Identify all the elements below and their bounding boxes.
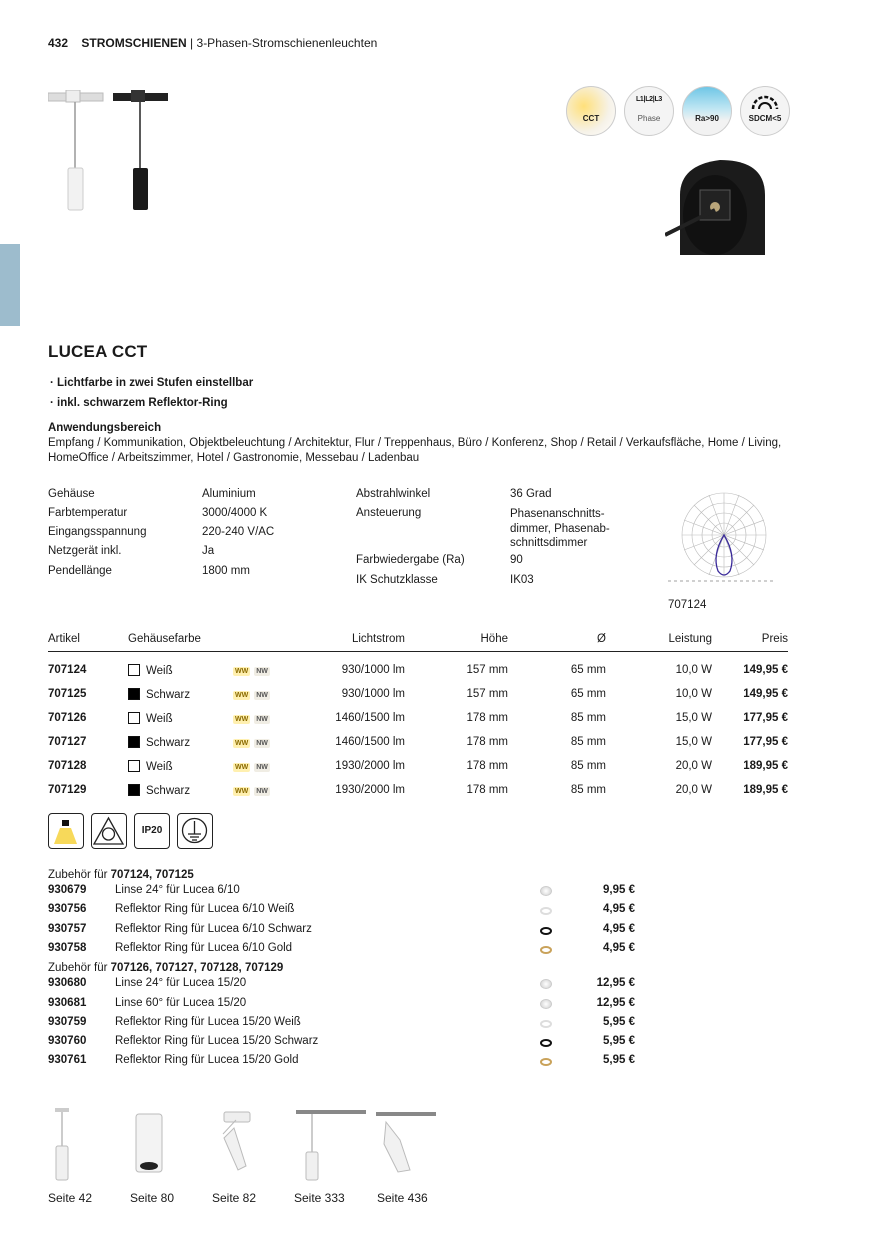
- diameter: 85 mm: [570, 760, 606, 772]
- col-lichtstrom: Lichtstrom: [303, 633, 405, 652]
- article-number: 707127: [48, 736, 87, 748]
- height: 178 mm: [466, 712, 508, 724]
- price: 189,95 €: [743, 784, 788, 796]
- luminous-flux: 1460/1500 lm: [335, 736, 405, 748]
- product-title: LUCEA CCT: [48, 342, 148, 361]
- color-swatch: [128, 664, 140, 676]
- housing-color: [128, 778, 233, 802]
- spec-label: IK Schutzklasse: [356, 574, 438, 586]
- luminous-flux: 930/1000 lm: [341, 688, 405, 700]
- ra-icon: [682, 86, 732, 136]
- related-product-images: [48, 1108, 448, 1188]
- spec-value: IK03: [510, 574, 534, 586]
- polar-light-distribution: [668, 485, 788, 595]
- accessory-lens-icon: [540, 979, 552, 989]
- accessory-name: Reflektor Ring für Lucea 15/20 Gold: [115, 1054, 299, 1067]
- phase-l3: L3: [654, 96, 663, 103]
- ww-tag: WW: [235, 788, 249, 795]
- accessory-price: 12,95 €: [596, 996, 635, 1009]
- price: 177,95 €: [743, 736, 788, 748]
- table-row: [48, 730, 788, 754]
- col-gehaeusefarbe: Gehäusefarbe: [128, 633, 233, 652]
- protection-class-icon: [177, 813, 213, 849]
- price: 177,95 €: [743, 712, 788, 724]
- rotatable-icon: [91, 813, 127, 849]
- cct-icon: [566, 86, 616, 136]
- spec-value: 36 Grad: [510, 488, 552, 500]
- accessory-price: 9,95 €: [603, 884, 635, 896]
- related-page-link[interactable]: Seite 42: [48, 1191, 93, 1205]
- price: 149,95 €: [743, 664, 788, 676]
- accessory-name: Linse 24° für Lucea 15/20: [115, 977, 247, 990]
- accessory-group-for: 707126, 707127, 707128, 707129: [110, 962, 284, 975]
- cct-tags: [233, 706, 303, 730]
- accessory-lens-icon: [540, 886, 552, 896]
- power: 15,0 W: [675, 712, 712, 724]
- accessory-ring-gold-icon: [540, 1058, 552, 1066]
- price: 149,95 €: [743, 688, 788, 700]
- phase-l2: L2: [645, 96, 653, 103]
- diameter: 85 mm: [570, 784, 606, 796]
- color-swatch: [128, 688, 140, 700]
- height: 178 mm: [466, 760, 508, 772]
- table-header: [48, 633, 788, 652]
- cct-tags: [233, 730, 303, 754]
- accessory-name: Reflektor Ring für Lucea 6/10 Weiß: [115, 903, 295, 916]
- spec-value: 3000/4000 K: [202, 507, 268, 519]
- cct-icon-label: CCT: [582, 114, 600, 123]
- diameter: 85 mm: [570, 712, 606, 724]
- power: 10,0 W: [675, 688, 712, 700]
- table-row: [48, 706, 788, 730]
- related-page-link[interactable]: Seite 80: [130, 1191, 175, 1205]
- subsection-title: 3-Phasen-Stromschienenleuchten: [196, 36, 378, 50]
- accessory-ring-white-icon: [540, 907, 552, 915]
- nw-tag: NW: [256, 764, 268, 771]
- light-output-icon: [48, 813, 84, 849]
- sdcm-icon-label: SDCM<5: [748, 114, 782, 123]
- col-leistung: Leistung: [606, 633, 712, 652]
- accessory-number: 930681: [48, 996, 87, 1009]
- accessory-group-for: 707124, 707125: [110, 869, 194, 881]
- power: 10,0 W: [675, 664, 712, 676]
- related-page-link[interactable]: Seite 333: [294, 1191, 345, 1205]
- color-label: Schwarz: [146, 736, 191, 749]
- col-preis: Preis: [712, 633, 788, 652]
- color-label: Schwarz: [146, 688, 191, 701]
- accessory-number: 930679: [48, 884, 87, 896]
- housing-color: [128, 652, 233, 683]
- related-page-link[interactable]: Seite 436: [377, 1191, 428, 1205]
- accessory-number: 930761: [48, 1054, 87, 1067]
- accessory-ring-black-icon: [540, 927, 552, 935]
- accessory-number: 930758: [48, 941, 87, 954]
- nw-tag: NW: [256, 740, 268, 747]
- spec-value: Aluminium: [202, 488, 256, 500]
- ww-tag: WW: [235, 764, 249, 771]
- col-durchmesser: Ø: [508, 633, 606, 652]
- diameter: 85 mm: [570, 736, 606, 748]
- accessory-price: 4,95 €: [603, 903, 635, 916]
- article-number: 707125: [48, 688, 87, 700]
- accessory-ring-black-icon: [540, 1039, 552, 1047]
- accessory-price: 5,95 €: [603, 1015, 635, 1028]
- accessory-group-heading: [48, 962, 283, 974]
- article-number: 707126: [48, 712, 87, 724]
- accessory-group-prefix: Zubehör für: [48, 962, 111, 975]
- accessory-number: 930680: [48, 977, 87, 990]
- accessory-name: Reflektor Ring für Lucea 15/20 Weiß: [115, 1015, 301, 1028]
- power: 20,0 W: [675, 760, 712, 772]
- color-label: Weiß: [146, 712, 173, 725]
- spec-label: Farbtemperatur: [48, 507, 128, 519]
- table-row: [48, 754, 788, 778]
- detail-photo: [665, 155, 775, 255]
- ww-tag: WW: [235, 692, 249, 699]
- spec-label: Abstrahlwinkel: [356, 488, 431, 500]
- phase-icon-wires: L1|L2|L3: [635, 96, 663, 103]
- chapter-side-tab: [0, 244, 20, 326]
- nw-tag: NW: [256, 692, 268, 699]
- section-title: STROMSCHIENEN: [81, 36, 187, 50]
- application-heading: Anwendungsbereich: [48, 422, 162, 434]
- bullet-item: · Lichtfarbe in zwei Stufen einstellbar: [50, 377, 254, 389]
- cct-tags: [233, 754, 303, 778]
- ip20-icon: IP20: [134, 813, 170, 849]
- accessory-number: 930756: [48, 903, 87, 916]
- luminous-flux: 1930/2000 lm: [335, 784, 405, 796]
- housing-color: [128, 754, 233, 778]
- accessory-price: 12,95 €: [596, 977, 635, 990]
- nw-tag: NW: [256, 668, 268, 675]
- accessory-number: 930757: [48, 922, 87, 935]
- ra-icon-label: Ra>90: [695, 114, 719, 123]
- power: 15,0 W: [675, 736, 712, 748]
- diameter: 65 mm: [570, 688, 606, 700]
- height: 178 mm: [466, 736, 508, 748]
- color-swatch: [128, 736, 140, 748]
- height: 157 mm: [466, 688, 508, 700]
- luminous-flux: 1930/2000 lm: [335, 760, 405, 772]
- ww-tag: WW: [235, 668, 249, 675]
- spec-value: 1800 mm: [202, 565, 250, 577]
- application-section: [48, 421, 788, 466]
- cct-tags: [233, 778, 303, 802]
- power: 20,0 W: [675, 784, 712, 796]
- spec-value: Phasenanschnitts- dimmer, Phasenab- schnittsdimmer: [510, 508, 610, 549]
- color-label: Weiß: [146, 664, 173, 677]
- phase-icon-label: Phase: [637, 114, 661, 123]
- product-photos: [48, 90, 173, 215]
- spec-label: Ansteuerung: [356, 507, 422, 519]
- application-text: Empfang / Kommunikation, Objektbeleuchtung / Architektur, Flur / Treppenhaus, Büro / Konferenz, Shop / Retail / Verkaufsfläche, Home / Living, HomeOffice / Arbeitszimmer, Hotel / Gastronomie, Messebau / Ladenbau: [48, 437, 782, 464]
- ww-tag: WW: [235, 716, 249, 723]
- phase-icon: [624, 86, 674, 136]
- related-page-link[interactable]: Seite 82: [212, 1191, 257, 1205]
- spec-value: 90: [510, 554, 523, 566]
- col-artikel: Artikel: [48, 633, 128, 652]
- spec-label: Gehäuse: [48, 488, 95, 500]
- color-swatch: [128, 760, 140, 772]
- polar-caption: 707124: [668, 599, 707, 611]
- accessory-price: 4,95 €: [603, 922, 635, 935]
- color-swatch: [128, 712, 140, 724]
- price: 189,95 €: [743, 760, 788, 772]
- accessory-name: Linse 60° für Lucea 15/20: [115, 996, 247, 1009]
- diameter: 65 mm: [570, 664, 606, 676]
- article-rows: [48, 652, 788, 803]
- table-row: [48, 778, 788, 802]
- color-label: Schwarz: [146, 784, 191, 797]
- housing-color: [128, 730, 233, 754]
- page-number: 432: [48, 36, 69, 50]
- article-table: [48, 633, 788, 802]
- col-hoehe: Höhe: [405, 633, 508, 652]
- accessory-ring-gold-icon: [540, 946, 552, 954]
- sdcm-icon: [740, 86, 790, 136]
- cct-tags: [233, 652, 303, 683]
- ww-tag: WW: [235, 740, 249, 747]
- spec-label: Farbwiedergabe (Ra): [356, 554, 465, 566]
- accessory-name: Reflektor Ring für Lucea 6/10 Schwarz: [115, 922, 312, 935]
- accessory-number: 930759: [48, 1015, 87, 1028]
- spec-label: Pendellänge: [48, 565, 112, 577]
- height: 157 mm: [466, 664, 508, 676]
- spec-label: Netzgerät inkl.: [48, 545, 122, 557]
- luminous-flux: 1460/1500 lm: [335, 712, 405, 724]
- bullet-item: · inkl. schwarzem Reflektor-Ring: [50, 397, 228, 409]
- housing-color: [128, 682, 233, 706]
- cct-tags: [233, 682, 303, 706]
- header-separator: |: [186, 36, 197, 50]
- page-header: [48, 36, 377, 50]
- article-number: 707124: [48, 664, 87, 676]
- luminous-flux: 930/1000 lm: [341, 664, 405, 676]
- accessory-number: 930760: [48, 1035, 87, 1048]
- color-swatch: [128, 784, 140, 796]
- accessory-price: 4,95 €: [603, 941, 635, 954]
- nw-tag: NW: [256, 788, 268, 795]
- article-number: 707129: [48, 784, 87, 796]
- accessory-ring-white-icon: [540, 1020, 552, 1028]
- accessory-name: Linse 24° für Lucea 6/10: [115, 884, 240, 896]
- accessory-group-prefix: Zubehör für: [48, 869, 111, 881]
- spec-label: Eingangsspannung: [48, 526, 147, 538]
- accessory-name: Reflektor Ring für Lucea 15/20 Schwarz: [115, 1035, 319, 1048]
- nw-tag: NW: [256, 716, 268, 723]
- accessory-name: Reflektor Ring für Lucea 6/10 Gold: [115, 941, 293, 954]
- spec-value: Ja: [202, 545, 215, 557]
- accessory-group-heading: [48, 869, 194, 881]
- article-number: 707128: [48, 760, 87, 772]
- accessory-price: 5,95 €: [603, 1035, 635, 1048]
- table-row: [48, 652, 788, 683]
- height: 178 mm: [466, 784, 508, 796]
- phase-l1: L1: [635, 96, 644, 103]
- accessory-price: 5,95 €: [603, 1054, 635, 1067]
- color-label: Weiß: [146, 760, 173, 773]
- table-row: [48, 682, 788, 706]
- feature-bullets: [50, 373, 253, 413]
- accessory-lens-icon: [540, 999, 552, 1009]
- housing-color: [128, 706, 233, 730]
- spec-value: 220-240 V/AC: [202, 526, 275, 538]
